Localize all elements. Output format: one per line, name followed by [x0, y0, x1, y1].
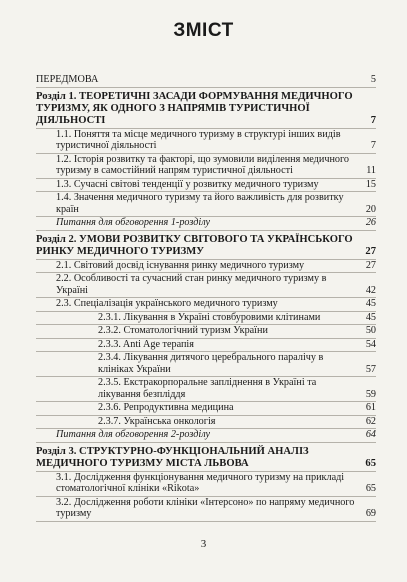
toc-entry-title: 2.2. Особливості та сучасний стан ринку медичного туризму в Україні — [56, 273, 327, 296]
toc-entry-page: 54 — [365, 338, 376, 350]
toc-entry — [36, 154, 376, 179]
toc-entry-title: 2.3.3. Anti Age терапія — [98, 338, 194, 350]
toc-entry-title: Розділ 1. ТЕОРЕТИЧНІ ЗАСАДИ ФОРМУВАННЯ МЕДИЧНОГО ТУРИЗМУ, ЯК ОДНОГО З НАПРЯМІВ ТУРИСТИЧНОЇ ДІЯЛЬНОСТІ — [36, 90, 353, 126]
toc-entry-title: 2.3.6. Репродуктивна медицина — [98, 402, 234, 413]
toc-entry-page: 27 — [365, 245, 376, 257]
toc-entry-title: 1.1. Поняття та місце медичного туризму в структурі інших видів туристичної діяльності — [56, 128, 341, 151]
toc-entry-page: 5 — [370, 74, 376, 85]
toc-entry-title: 1.2. Історія розвитку та факторі, що зумовили виділення медичного туризму в самостійний напрям туристичної діяльності — [56, 153, 350, 176]
toc-entry — [36, 429, 376, 443]
toc-entry — [36, 352, 376, 377]
toc-entry-title: 2.3.1. Лікування в Україні стовбуровими клітинами — [98, 311, 321, 323]
toc-entry — [36, 325, 376, 339]
toc-entry-title: Розділ 2. УМОВИ РОЗВИТКУ СВІТОВОГО ТА УКРАЇНСЬКОГО РИНКУ МЕДИЧНОГО ТУРИЗМУ — [36, 233, 353, 257]
toc-entry-title: Розділ 3. СТРУКТУРНО-ФУНКЦІОНАЛЬНИЙ АНАЛІЗ МЕДИЧНОГО ТУРИЗМУ МІСТА ЛЬВОВА — [36, 445, 309, 469]
toc-entry-title: 2.1. Світовий досвід існування ринку медичного туризму — [56, 259, 305, 271]
toc-entry-page: 50 — [365, 325, 376, 336]
toc-entry-page: 20 — [365, 203, 376, 215]
toc-entry — [36, 74, 376, 88]
toc-entry — [36, 402, 376, 416]
toc-entry — [36, 129, 376, 154]
toc-entry-page: 45 — [365, 298, 376, 309]
toc-entry-title: 1.3. Сучасні світові тенденції у розвитку медичного туризму — [56, 178, 319, 190]
toc-entry-title: 2.3.7. Українська онкологія — [98, 415, 216, 427]
toc-entry-title: 3.1. Дослідження функціонування медичного туризму на прикладі стоматологічної клініки «Rikota» — [56, 471, 345, 494]
toc-entry — [36, 472, 376, 497]
toc-entry — [36, 273, 376, 298]
toc-entry-title: 2.3.4. Лікування дитячого церебрального паралічу в клініках України — [98, 352, 324, 375]
toc-entry — [36, 217, 376, 231]
toc-entry-page: 59 — [365, 388, 376, 400]
toc-entry-page: 26 — [365, 217, 376, 228]
toc-entry-title: 2.3. Спеціалізація українського медичного туризму — [56, 298, 278, 309]
toc-entry-title: ПЕРЕДМОВА — [36, 74, 99, 85]
toc-entry — [36, 312, 376, 326]
toc-entry-page: 7 — [370, 114, 376, 126]
toc-entry-title: 2.3.5. Екстракорпоральне запліднення в Україні та лікування безпліддя — [98, 377, 317, 400]
table-of-contents — [36, 74, 376, 522]
toc-entry-page: 11 — [366, 165, 376, 176]
toc-entry — [36, 416, 376, 430]
toc-entry — [36, 231, 376, 260]
toc-entry-page: 57 — [365, 363, 376, 375]
toc-entry-page: 62 — [365, 415, 376, 427]
toc-entry-page: 65 — [365, 457, 376, 469]
toc-entry-title: 2.3.2. Стоматологічний туризм України — [98, 325, 268, 336]
toc-entry — [36, 443, 376, 472]
toc-entry — [36, 192, 376, 217]
toc-entry — [36, 260, 376, 274]
toc-entry — [36, 339, 376, 353]
toc-entry-page: 65 — [365, 483, 376, 494]
toc-entry-page: 7 — [370, 140, 376, 151]
toc-entry — [36, 377, 376, 402]
toc-entry-page: 69 — [365, 508, 376, 519]
toc-entry-title: 1.4. Значення медичного туризму та його важливість для розвитку країн — [56, 192, 344, 215]
toc-entry-page: 64 — [365, 429, 376, 440]
toc-entry-page: 42 — [365, 284, 376, 296]
toc-entry-page: 61 — [365, 402, 376, 413]
toc-entry-title: Питання для обговорення 1-розділу — [56, 217, 211, 228]
toc-entry — [36, 179, 376, 193]
toc-entry-page: 45 — [365, 311, 376, 323]
toc-entry — [36, 298, 376, 312]
toc-entry-title: 3.2. Дослідження роботи клініки «Інтерсоно» по напряму медичного туризму — [56, 496, 355, 519]
toc-entry-title: Питання для обговорення 2-розділу — [56, 429, 211, 440]
page-title: ЗМІСТ — [173, 20, 234, 41]
toc-entry-page: 15 — [365, 178, 376, 190]
page-number: 3 — [200, 538, 207, 550]
toc-entry — [36, 88, 376, 129]
toc-entry-page: 27 — [365, 259, 376, 271]
toc-entry — [36, 497, 376, 522]
